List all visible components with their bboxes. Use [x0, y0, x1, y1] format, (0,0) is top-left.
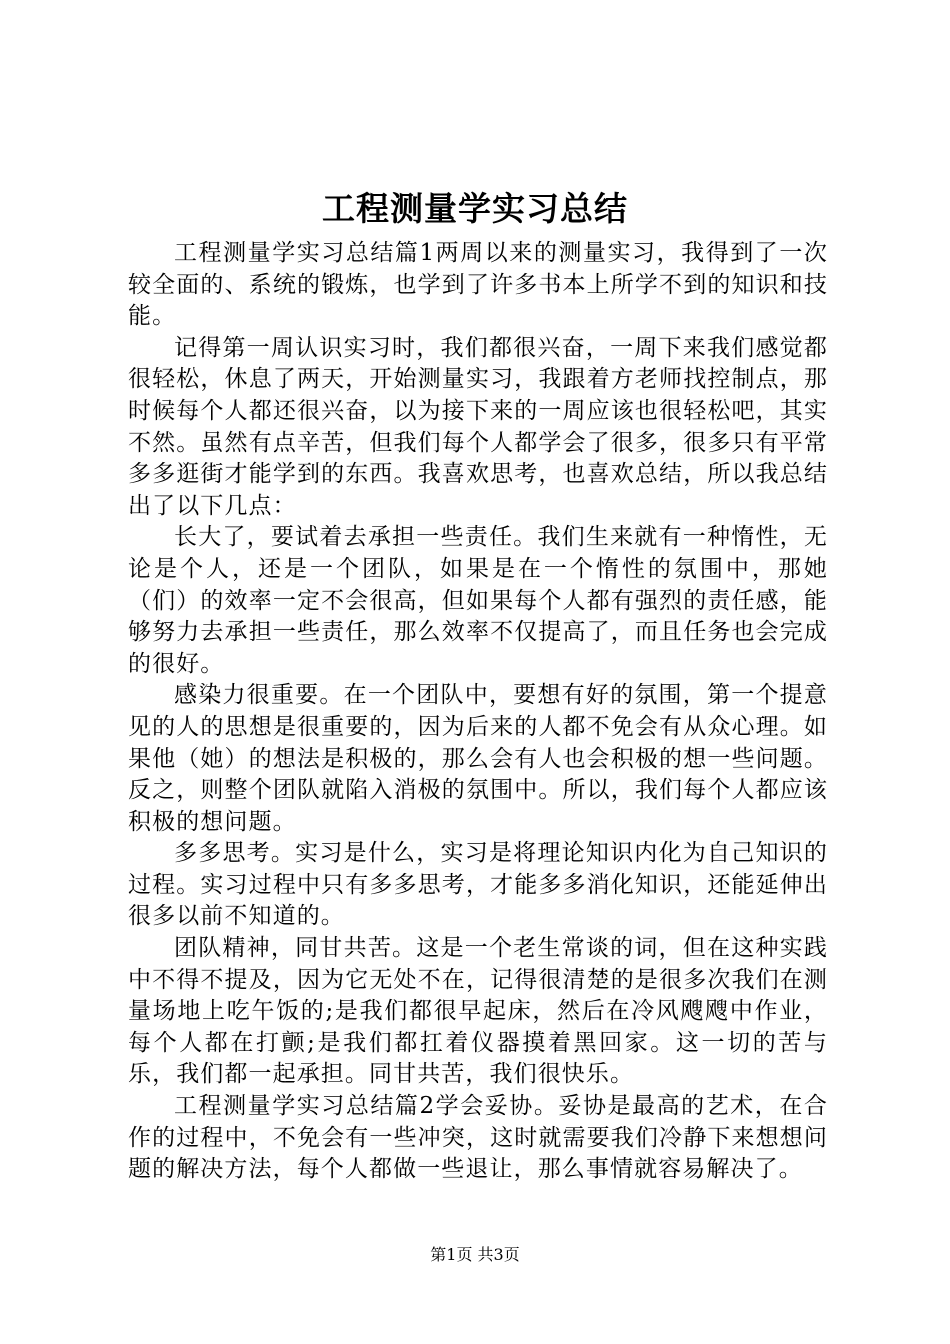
document-body [128, 238, 828, 1186]
page-footer: 第1页 共3页 [430, 1245, 520, 1264]
paragraph: 长大了，要试着去承担一些责任。我们生来就有一种惰性，无论是个人，还是一个团队，如果是在一个惰性的氛围中，那她（们）的效率一定不会很高，但如果每个人都有强烈的责任感，能够努力去承担一些责任，那么效率不仅提高了，而且任务也会完成的很好。 [128, 524, 828, 677]
document-title: 工程测量学实习总结 [322, 189, 628, 228]
paragraph: 团队精神，同甘共苦。这是一个老生常谈的词，但在这种实践中不得不提及，因为它无处不在，记得很清楚的是很多次我们在测量场地上吃午饭的;是我们都很早起床，然后在冷风飕飕中作业，每个人都在打颤;是我们都扛着仪器摸着黑回家。这一切的苦与乐，我们都一起承担。同甘共苦，我们很快乐。 [128, 935, 828, 1088]
paragraph: 工程测量学实习总结篇1两周以来的测量实习，我得到了一次较全面的、系统的锻炼，也学到了许多书本上所学不到的知识和技能。 [128, 240, 828, 330]
paragraph: 感染力很重要。在一个团队中，要想有好的氛围，第一个提意见的人的思想是很重要的，因为后来的人都不免会有从众心理。如果他（她）的想法是积极的，那么会有人也会积极的想一些问题。反之，则整个团队就陷入消极的氛围中。所以，我们每个人都应该积极的想问题。 [128, 682, 828, 835]
paragraph: 记得第一周认识实习时，我们都很兴奋，一周下来我们感觉都很轻松，休息了两天，开始测量实习，我跟着方老师找控制点，那时候每个人都还很兴奋，以为接下来的一周应该也很轻松吧，其实不然。虽然有点辛苦，但我们每个人都学会了很多，很多只有平常多多逛街才能学到的东西。我喜欢思考，也喜欢总结，所以我总结出了以下几点： [128, 334, 828, 519]
paragraph: 工程测量学实习总结篇2学会妥协。妥协是最高的艺术，在合作的过程中，不免会有一些冲突，这时就需要我们冷静下来想想问题的解决方法，每个人都做一些退让，那么事情就容易解决了。 [128, 1093, 828, 1183]
paragraph: 多多思考。实习是什么，实习是将理论知识内化为自己知识的过程。实习过程中只有多多思考，才能多多消化知识，还能延伸出很多以前不知道的。 [128, 840, 828, 930]
